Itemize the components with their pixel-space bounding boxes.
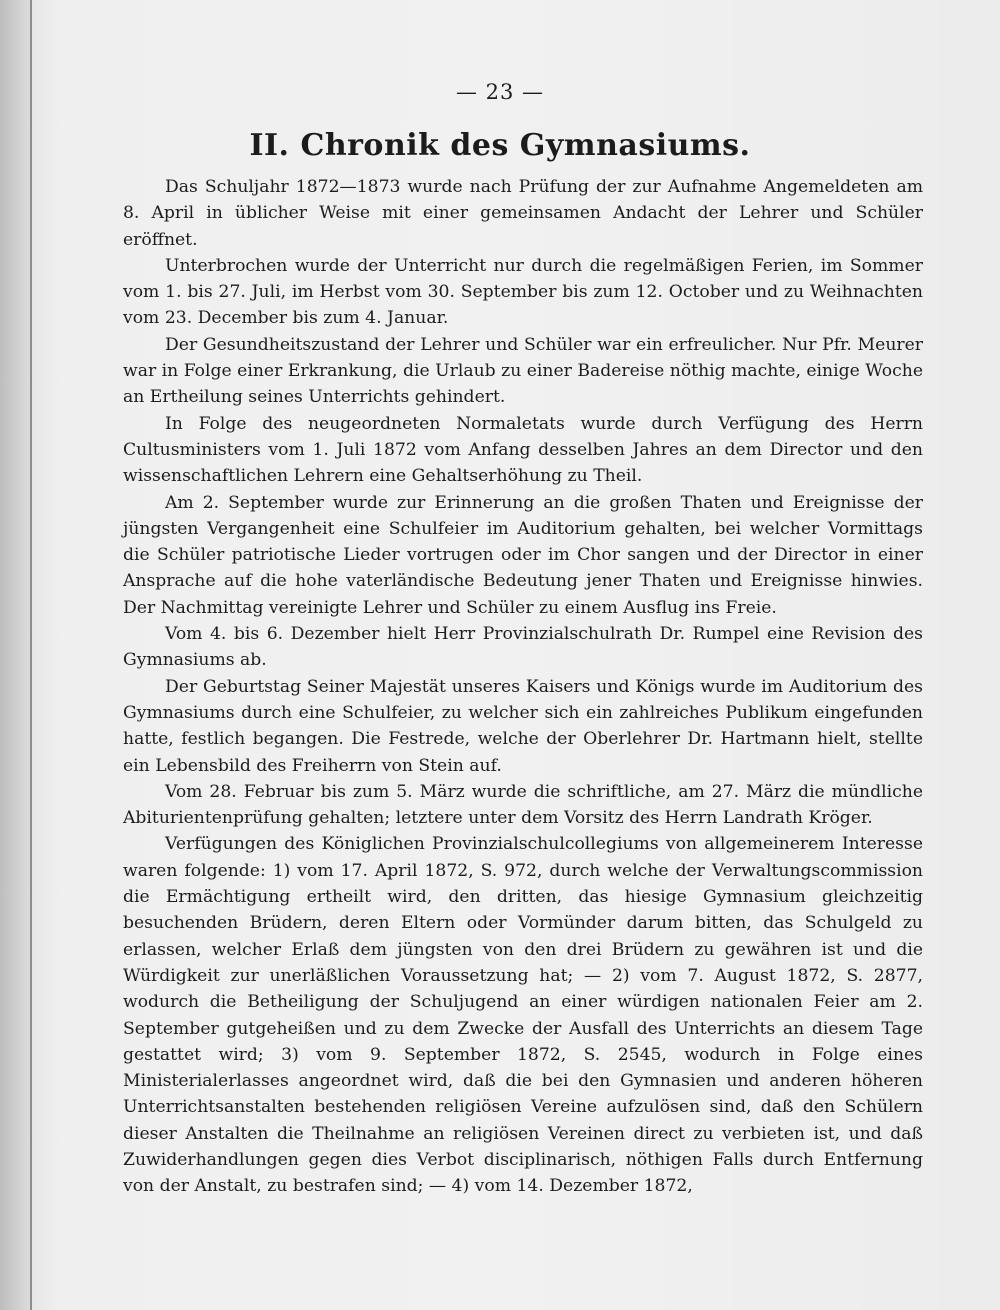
chapter-title: II. Chronik des Gymnasiums. <box>249 128 751 163</box>
page-number: — 23 — <box>455 80 545 104</box>
page-gutter-shadow <box>0 0 30 1310</box>
paragraph-school-year: Das Schuljahr 1872—1873 wurde nach Prüfung der zur Aufnahme Angemeldeten am 8. April in üblicher Weise mit einer gemeinsamen Andacht der Lehrer und Schüler eröffnet. <box>123 177 923 250</box>
paragraph-decrees: Verfügungen des Königlichen Provinzialschulcollegiums von allgemeinerem Interesse waren folgende: 1) vom 17. April 1872, S. 972, durch welche der Verwaltungscommission die Ermächtigung ertheilt wird, den dritten, das hiesige Gymnasium gleichzeitig besuchenden Brüdern, deren Eltern oder Vormünder darum bitten, das Schulgeld zu erlassen, welcher Erlaß dem jüngsten von den drei Brüdern zu gewähren ist und die Würdigkeit zur unerläßlichen Voraussetzung hat; — 2) vom 7. August 1872, S. 2877, wodurch die Betheiligung der Schuljugend an einer würdigen nationalen Feier am 2. September gutgeheißen und zu dem Zwecke der Ausfall des Unterrichts an diesem Tage gestattet wird; 3) vom 9. September 1872, S. 2545, wodurch in Folge eines Ministerialerlasses angeordnet wird, daß die bei den Gymnasien und anderen höheren Unterrichtsanstalten bestehenden religiösen Vereine aufzulösen sind, daß den Schülern dieser Anstalten die Theilnahme an religiösen Vereinen direct zu verbieten ist, und daß Zuwiderhandlungen gegen dies Verbot disciplinarisch, nöthigen Falls durch Entfernung von der Anstalt, zu bestrafen sind; — 4) vom 14. Dezember 1872, <box>123 834 923 1197</box>
paragraph-revision: Vom 4. bis 6. Dezember hielt Herr Provinzialschulrath Dr. Rumpel eine Revision des Gymnasiums ab. <box>123 624 923 671</box>
page-gutter-line <box>30 0 32 1310</box>
paragraph-emperor-birthday: Der Geburtstag Seiner Majestät unseres Kaisers und Königs wurde im Auditorium des Gymnasiums durch eine Schulfeier, zu welcher sich ein zahlreiches Publikum eingefunden hatte, festlich begangen. Die Festrede, welche der Oberlehrer Dr. Hartmann hielt, stellte ein Lebensbild des Freiherrn von Stein auf. <box>123 676 923 776</box>
paragraph-sedan-day: Am 2. September wurde zur Erinnerung an die großen Thaten und Ereignisse der jüngsten Vergangenheit eine Schulfeier im Auditorium gehalten, bei welcher Vormittags die Schüler patriotische Lieder vortrugen oder im Chor sangen und der Director in einer Ansprache auf die hohe vaterländische Bedeutung jener Thaten und Ereignisse hinwies. Der Nachmittag vereinigte Lehrer und Schüler zu einem Ausflug ins Freie. <box>123 492 923 618</box>
paragraph-salary: In Folge des neugeordneten Normaletats wurde durch Verfügung des Herrn Cultusministers vom 1. Juli 1872 vom Anfang desselben Jahres an dem Director und den wissenschaftlichen Lehrern eine Gehaltserhöhung zu Theil. <box>123 413 923 487</box>
paragraph-holidays: Unterbrochen wurde der Unterricht nur durch die regelmäßigen Ferien, im Sommer vom 1. bis 27. Juli, im Herbst vom 30. September bis zum 12. October und zu Weihnachten vom 23. December bis zum 4. Januar. <box>123 255 923 329</box>
body-text <box>123 174 923 1200</box>
paragraph-abitur: Vom 28. Februar bis zum 5. März wurde die schriftliche, am 27. März die mündliche Abiturientenprüfung gehalten; letztere unter dem Vorsitz des Herrn Landrath Kröger. <box>123 781 923 829</box>
paragraph-health: Der Gesundheitszustand der Lehrer und Schüler war ein erfreulicher. Nur Pfr. Meurer war in Folge einer Erkrankung, die Urlaub zu einer Badereise nöthig machte, einige Woche an Ertheilung seines Unterrichts gehindert. <box>123 334 923 408</box>
